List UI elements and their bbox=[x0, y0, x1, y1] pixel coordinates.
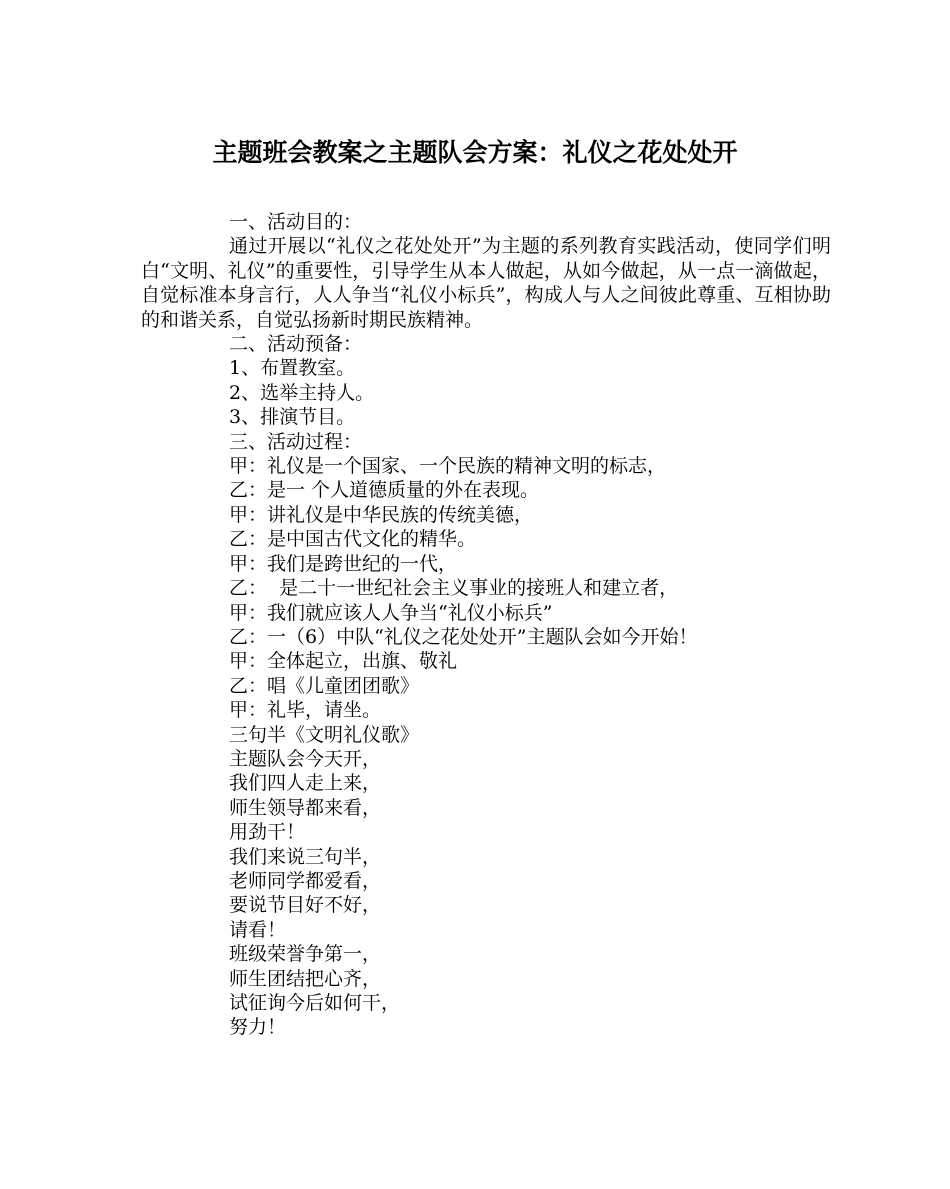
dialogue-line: 乙：唱《儿童团团歌》 bbox=[229, 674, 420, 697]
document-body bbox=[141, 210, 831, 1040]
poem-line: 试征询今后如何干， bbox=[229, 992, 401, 1014]
list-item: 1、布置教室。 bbox=[229, 357, 356, 380]
purpose-paragraph: 通过开展以“礼仪之花处处开”为主题的系列教育实践活动，使同学们明白“文明、礼仪”的重要性，引导学生从本人做起，从如今做起，从一点一滴做起，自觉标准本身言行，人人争当“礼仪小标兵”，构成人与人之间彼此尊重、互相协助的和谐关系，自觉弘扬新时期民族精神。 bbox=[141, 235, 831, 331]
poem-line: 我们来说三句半， bbox=[229, 845, 382, 868]
poem-line: 用劲干！ bbox=[229, 821, 306, 844]
dialogue-line: 乙：一（6）中队“礼仪之花处处开”主题队会如今开始！ bbox=[229, 625, 698, 648]
list-item: 2、选举主持人。 bbox=[229, 381, 375, 404]
list-item: 3、排演节目。 bbox=[229, 406, 356, 429]
section-heading-preparation: 二、活动预备： bbox=[229, 333, 363, 356]
poem-line: 老师同学都爱看， bbox=[229, 869, 382, 892]
dialogue-line: 甲：礼仪是一个国家、一个民族的精神文明的标志， bbox=[229, 455, 667, 478]
dialogue-line: 甲：礼毕，请坐。 bbox=[229, 699, 382, 722]
poem-line: 班级荣誉争第一， bbox=[229, 943, 382, 966]
dialogue-line: 甲：我们就应该人人争当“礼仪小标兵” bbox=[229, 601, 553, 624]
dialogue-line: 乙：是一 个人道德质量的外在表现。 bbox=[229, 479, 540, 502]
dialogue-line: 乙：是中国古代文化的精华。 bbox=[229, 528, 477, 551]
poem-line: 师生领导都来看， bbox=[229, 796, 382, 819]
section-heading-purpose: 一、活动目的： bbox=[229, 211, 363, 233]
poem-line: 努力！ bbox=[229, 1016, 287, 1039]
dialogue-line: 乙： 是二十一世纪社会主义事业的接班人和建立者， bbox=[229, 577, 679, 600]
poem-line: 要说节目好不好， bbox=[229, 894, 382, 917]
dialogue-line: 甲：我们是跨世纪的一代， bbox=[229, 552, 458, 575]
section-heading-process: 三、活动过程： bbox=[229, 430, 363, 453]
dialogue-line: 甲：讲礼仪是中华民族的传统美德， bbox=[229, 503, 534, 526]
dialogue-line: 甲：全体起立，出旗、敬礼 bbox=[229, 650, 458, 673]
poem-line: 请看！ bbox=[229, 918, 287, 941]
poem-line: 主题队会今天开， bbox=[229, 747, 382, 770]
poem-title: 三句半《文明礼仪歌》 bbox=[229, 723, 420, 746]
document-title: 主题班会教案之主题队会方案：礼仪之花处处开 bbox=[212, 138, 738, 167]
poem-line: 师生团结把心齐， bbox=[229, 967, 382, 990]
poem-line: 我们四人走上来， bbox=[229, 772, 382, 795]
